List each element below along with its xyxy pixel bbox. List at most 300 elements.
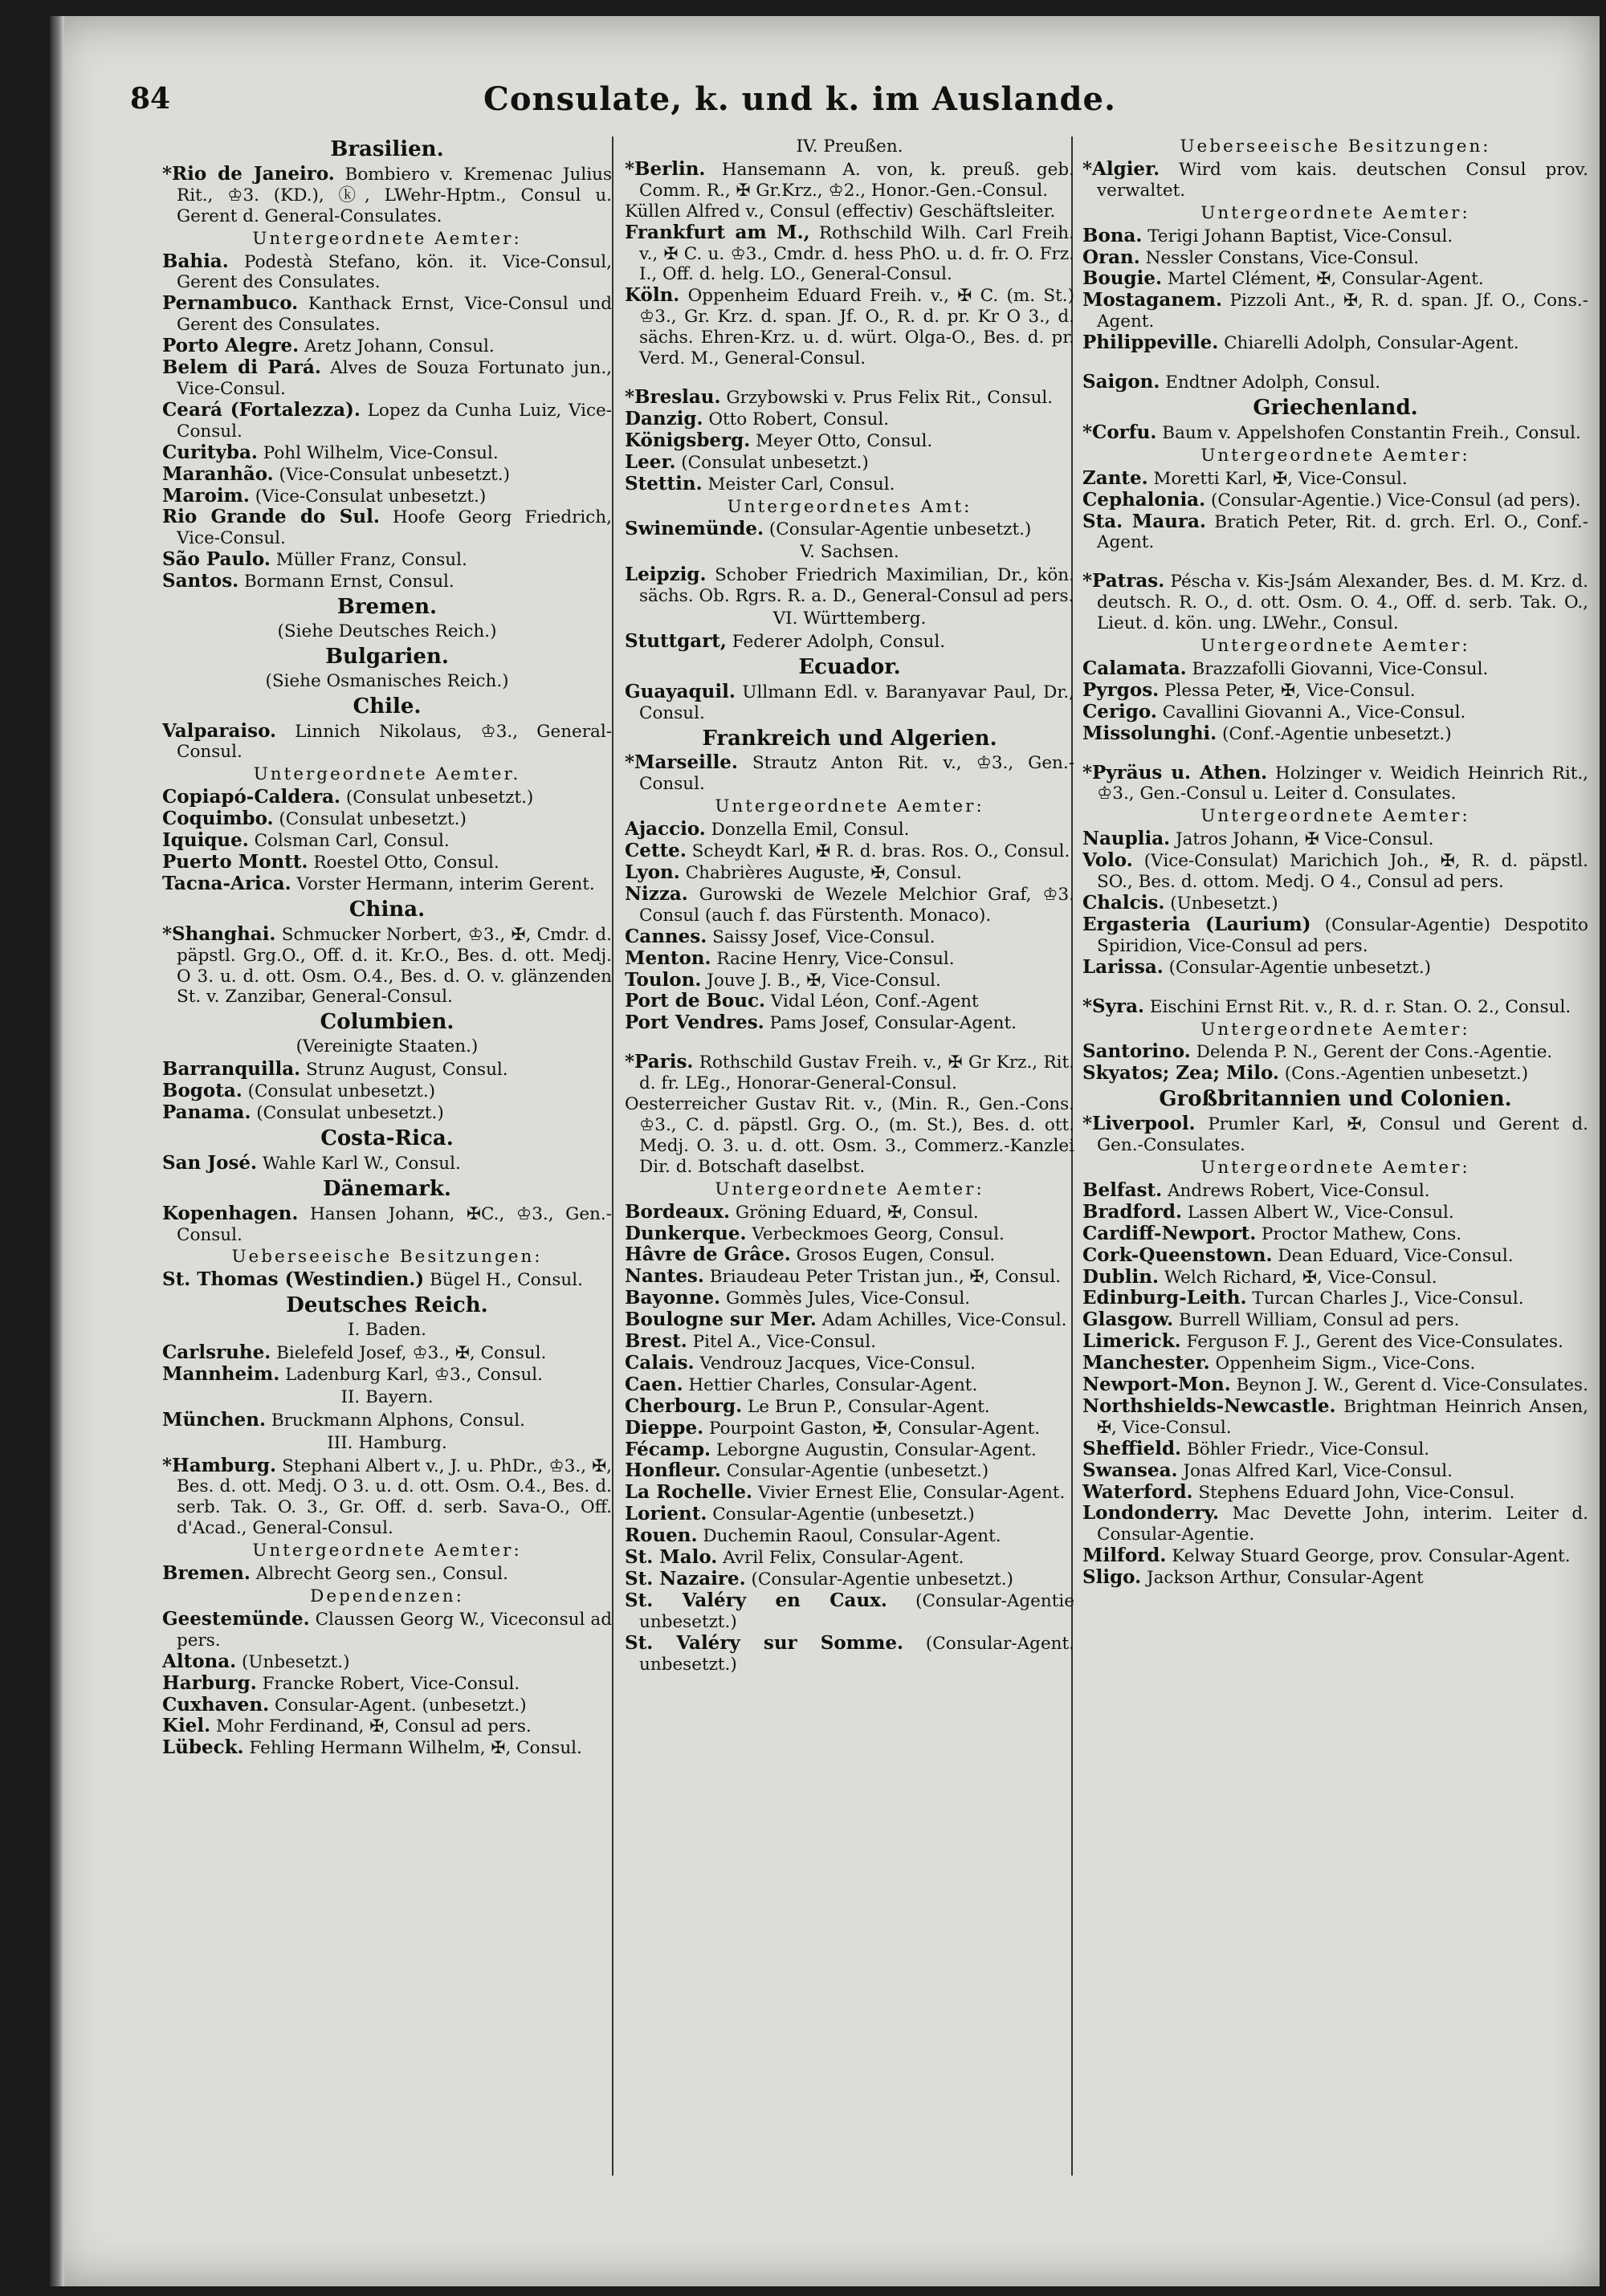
consulate-entry (625, 1309, 1074, 1331)
subsection-label: Untergeordnete Aemter: (1200, 636, 1470, 657)
consulate-entry (625, 1202, 1074, 1223)
entry-text: Ullmann Edl. v. Baranyavar Paul, Dr., Consul. (639, 682, 1074, 723)
document-page (50, 16, 1600, 2286)
entry-text: Mac Devette John, interim. Leiter d. Consular-Agentie. (1097, 1504, 1588, 1545)
subsection-label: Untergeordnete Aemter: (1200, 1157, 1470, 1178)
entry-text: Leborgne Augustin, Consular-Agent. (715, 1439, 1037, 1460)
place-name: Ceará (Fortalezza). (162, 398, 361, 421)
entry-text: Bruckmann Alphons, Consul. (271, 1410, 525, 1431)
entry-text: Pitel A., Vice-Consul. (692, 1332, 876, 1353)
place-name: München. (162, 1408, 266, 1431)
country-heading: Costa-Rica. (320, 1126, 454, 1150)
place-name: Calais. (625, 1351, 695, 1374)
place-name: *Syra. (1082, 995, 1145, 1017)
entry-text: Hettier Charles, Consular-Agent. (688, 1374, 978, 1395)
section-note: I. Baden. (348, 1320, 426, 1341)
place-name: Puerto Montt. (162, 851, 308, 873)
place-name: Coquimbo. (162, 808, 274, 830)
entry-text: (Consulat unbesetzt.) (345, 788, 534, 808)
entry-text: Proctor Mathew, Cons. (1262, 1223, 1462, 1244)
place-name: Londonderry. (1082, 1502, 1220, 1525)
consulate-entry (1082, 1113, 1588, 1156)
consulate-entry (625, 159, 1074, 202)
place-name: *Paris. (625, 1051, 694, 1073)
entry-text: (Cons.-Agentien unbesetzt.) (1284, 1064, 1529, 1085)
consulate-entry (1082, 1482, 1588, 1504)
subsection-label: Untergeordnete Aemter: (1200, 1019, 1470, 1040)
place-name: Santorino. (1082, 1040, 1191, 1063)
entry-text: Scheydt Karl, ✠ R. d. bras. Ros. O., Consul. (691, 841, 1070, 862)
country-heading: Frankreich und Algerien. (702, 726, 997, 751)
place-name: Zante. (1082, 466, 1148, 489)
consulate-entry (1082, 468, 1588, 490)
place-name: Panama. (162, 1101, 251, 1123)
entry-text: Chabrières Auguste, ✠, Consul. (685, 863, 962, 883)
entry-text: Lassen Albert W., Vice-Consul. (1187, 1202, 1454, 1223)
consulate-entry (162, 1737, 612, 1759)
consulate-entry (1082, 226, 1588, 247)
consulate-entry (625, 452, 1074, 474)
consulate-entry (162, 1651, 612, 1673)
consulate-entry (625, 409, 1074, 430)
entry-text: Dean Eduard, Vice-Consul. (1278, 1245, 1514, 1266)
place-name: *Berlin. (625, 157, 706, 180)
consulate-entry (1082, 828, 1588, 850)
entry-text: Bratich Peter, Rit. d. grch. Erl. O., Conf.-Agent. (1097, 511, 1588, 553)
subsection-label: Ueberseeische Besitzungen: (1180, 136, 1491, 157)
entry-text: Pohl Wilhelm, Vice-Consul. (263, 442, 499, 463)
place-name: St. Valéry sur Somme. (625, 1631, 903, 1654)
place-name: Oran. (1082, 246, 1140, 268)
place-name: St. Malo. (625, 1546, 718, 1569)
section-note: III. Hamburg. (327, 1432, 447, 1453)
consulate-entry (162, 251, 612, 294)
entry-text: Jouve J. B., ✠, Vice-Consul. (707, 970, 941, 991)
entry-text: Küllen Alfred v., Consul (effectiv) Geschäftsleiter. (625, 201, 1056, 222)
entry-text: (Conf.-Agentie unbesetzt.) (1222, 723, 1452, 744)
entry-text: Hoofe Georg Friedrich, Vice-Consul. (177, 507, 612, 549)
place-name: San José. (162, 1151, 258, 1174)
subsection-label: Untergeordnetes Amt: (727, 496, 972, 517)
entry-text: Racine Henry, Vice-Consul. (716, 948, 955, 969)
spacer (625, 369, 1074, 387)
entry-text: (Vice-Consulat) Marichich Joh., ✠, R. d. päpstl. SO., Bes. d. ottom. Medj. O 4., Consul ad pers. (1097, 851, 1588, 893)
consulate-entry (625, 1525, 1074, 1547)
consulate-entry (162, 400, 612, 442)
place-name: Danzig. (625, 407, 703, 429)
consulate-entry (625, 1353, 1074, 1374)
place-name: Newport-Mon. (1082, 1374, 1231, 1396)
consulate-entry (162, 442, 612, 464)
place-name: Dublin. (1082, 1265, 1159, 1288)
consulate-entry (1082, 1202, 1588, 1223)
entry-text: Adam Achilles, Vice-Consul. (821, 1310, 1067, 1331)
subsection-label: Untergeordnete Aemter: (715, 796, 984, 817)
entry-text: Duchemin Raoul, Consular-Agent. (703, 1526, 1001, 1547)
place-name: Kiel. (162, 1715, 211, 1737)
subsection-label: Untergeordnete Aemter: (1200, 202, 1470, 223)
column-middle (625, 135, 1074, 2270)
consulate-entry (625, 430, 1074, 452)
consulate-entry (1082, 957, 1588, 979)
place-name: Dunkerque. (625, 1222, 747, 1244)
consulate-entry (625, 285, 1074, 369)
place-name: Iquique. (162, 829, 249, 852)
place-name: Brest. (625, 1330, 687, 1353)
entry-text: (Consular-Agentie) Despotito Spiridion, Vice-Consul ad pers. (1097, 914, 1588, 956)
consulate-entry (625, 991, 1074, 1012)
consulate-entry (1082, 850, 1588, 893)
place-name: São Paulo. (162, 548, 271, 571)
place-name: Bogota. (162, 1080, 243, 1102)
consulate-entry (625, 202, 1074, 222)
book-gutter (50, 16, 64, 2286)
consulate-entry (625, 1482, 1074, 1504)
consulate-entry (1082, 1288, 1588, 1309)
consulate-entry (1082, 372, 1588, 393)
entry-text: Vendrouz Jacques, Vice-Consul. (699, 1353, 976, 1374)
consulate-entry (162, 1059, 612, 1081)
consulate-entry (625, 1244, 1074, 1266)
place-name: Mostaganem. (1082, 289, 1222, 311)
entry-text: Ladenburg Karl, ♔3., Consul. (285, 1364, 543, 1385)
consulate-entry (162, 549, 612, 571)
place-name: St. Thomas (Westindien.) (162, 1268, 425, 1291)
place-name: Leipzig. (625, 564, 707, 586)
place-name: Swinemünde. (625, 518, 764, 540)
consulate-entry (1082, 763, 1588, 805)
country-heading: Bulgarien. (325, 644, 449, 669)
place-name: St. Valéry en Caux. (625, 1589, 887, 1611)
entry-text: Strunz August, Consul. (305, 1060, 508, 1081)
entry-text: (Unbesetzt.) (242, 1651, 350, 1672)
entry-text: Stephani Albert v., J. u. PhDr., ♔3., ✠, Bes. d. ott. Medj. O 3. u. d. ott. Osm. O.4., Bes. d. serb. Tak. O. 3., Gr. Off. d. serb. Sava-O., Off. d'Acad., General-Consul. (177, 1455, 612, 1539)
entry-text: Pams Josef, Consular-Agent. (769, 1013, 1017, 1034)
entry-text: (Consular-Agentie unbesetzt.) (1168, 957, 1432, 978)
place-name: *Algier. (1082, 157, 1160, 180)
entry-text: Böhler Friedr., Vice-Consul. (1186, 1439, 1430, 1459)
consulate-entry (162, 830, 612, 852)
consulate-entry (162, 1342, 612, 1364)
place-name: Stettin. (625, 472, 703, 495)
entry-text: Grosos Eugen, Consul. (796, 1245, 996, 1266)
consulate-entry (162, 1269, 612, 1291)
entry-text: Gommès Jules, Vice-Consul. (725, 1288, 971, 1309)
consulate-entry (162, 486, 612, 507)
place-name: *Liverpool. (1082, 1113, 1196, 1135)
entry-text: Verbeckmoes Georg, Consul. (752, 1223, 1005, 1244)
place-name: Königsberg. (625, 429, 751, 451)
consulate-entry (1082, 490, 1588, 511)
consulate-entry (162, 808, 612, 830)
entry-text: Wird vom kais. deutschen Consul prov. verwaltet. (1097, 159, 1588, 201)
entry-text: Bielefeld Josef, ♔3., ✠, Consul. (276, 1343, 547, 1364)
consulate-entry (625, 948, 1074, 970)
entry-text: (Consulat unbesetzt.) (279, 809, 467, 830)
consulate-entry (162, 924, 612, 1008)
place-name: Bordeaux. (625, 1200, 730, 1223)
consulate-entry (162, 1716, 612, 1737)
place-name: *Shanghai. (162, 922, 276, 945)
place-name: Bahia. (162, 250, 229, 272)
consulate-entry (162, 1455, 612, 1540)
column-right (1082, 135, 1588, 2270)
entry-text: Meyer Otto, Consul. (756, 430, 933, 451)
entry-text: Turcan Charles J., Vice-Consul. (1252, 1288, 1524, 1309)
consulate-entry (625, 387, 1074, 409)
consulate-entry (162, 357, 612, 400)
place-name: Nauplia. (1082, 828, 1171, 850)
place-name: Leer. (625, 450, 676, 473)
entry-text: Mohr Ferdinand, ✠, Consul ad pers. (215, 1716, 532, 1737)
entry-text: Ferguson F. J., Gerent des Vice-Consulates. (1186, 1332, 1563, 1353)
entry-text: Rothschild Wilh. Carl Freih. v., ✠ C. u. ♔3., Cmdr. d. hess PhO. u. d. fr. O. Frz. I., Off. d. helg. LO., General-Consul. (639, 222, 1074, 285)
entry-text: Bügel H., Consul. (430, 1270, 583, 1291)
entry-text: Vorster Hermann, interim Gerent. (296, 873, 595, 894)
place-name: *Corfu. (1082, 421, 1157, 443)
entry-text: Kanthack Ernst, Vice-Consul und Gerent des Consulates. (177, 294, 612, 336)
entry-text: Federer Adolph, Consul. (732, 631, 946, 652)
place-name: Stuttgart, (625, 629, 727, 652)
section-note: (Siehe Deutsches Reich.) (277, 621, 497, 641)
place-name: Lübeck. (162, 1736, 244, 1759)
entry-text: Consular-Agent. (unbesetzt.) (274, 1695, 527, 1716)
place-name: Sta. Maura. (1082, 510, 1206, 532)
place-name: Larissa. (1082, 955, 1164, 978)
consulate-entry (625, 926, 1074, 948)
entry-text: Meister Carl, Consul. (707, 474, 895, 495)
entry-text: Saissy Josef, Vice-Consul. (712, 926, 935, 947)
entry-text: (Consular-Agent. unbesetzt.) (639, 1633, 1074, 1675)
entry-text: (Unbesetzt.) (1170, 894, 1278, 914)
entry-text: (Vice-Consulat unbesetzt.) (279, 464, 511, 485)
column-divider (612, 136, 613, 2176)
entry-text: Chiarelli Adolph, Consular-Agent. (1224, 333, 1519, 354)
place-name: Hâvre de Grâce. (625, 1244, 791, 1266)
entry-text: Wahle Karl W., Consul. (262, 1153, 461, 1174)
place-name: Nizza. (625, 882, 688, 905)
country-heading: Deutsches Reich. (286, 1293, 488, 1318)
consulate-entry (625, 1547, 1074, 1569)
consulate-entry (1082, 914, 1588, 957)
place-name: Pyrgos. (1082, 678, 1160, 701)
consulate-entry (162, 1563, 612, 1585)
subsection-label: Untergeordnete Aemter: (715, 1179, 984, 1199)
entry-text: Endtner Adolph, Consul. (1165, 372, 1381, 393)
entry-text: Welch Richard, ✠, Vice-Consul. (1164, 1267, 1437, 1288)
place-name: Tacna-Arica. (162, 872, 291, 894)
country-heading: Griechenland. (1253, 395, 1418, 420)
section-note: (Siehe Osmanisches Reich.) (265, 670, 509, 691)
entry-text: (Consular-Agentie unbesetzt.) (751, 1569, 1013, 1590)
entry-text: Plessa Peter, ✠, Vice-Consul. (1164, 680, 1416, 701)
place-name: *Breslau. (625, 385, 721, 408)
country-heading: China. (349, 897, 426, 922)
place-name: Maroim. (162, 484, 250, 507)
entry-text: Hansemann A. von, k. preuß. geb. Comm. R., ✠ Gr.Krz., ♔2., Honor.-Gen.-Consul. (639, 159, 1074, 201)
spacer (625, 1034, 1074, 1052)
place-name: Honfleur. (625, 1459, 721, 1482)
country-heading: Brasilien. (330, 137, 444, 161)
entry-text: Albrecht Georg sen., Consul. (255, 1564, 508, 1585)
entry-text: Alves de Souza Fortunato jun., Vice-Consul. (177, 358, 612, 399)
entry-text: (Consular-Agentie.) Vice-Consul (ad pers). (1210, 490, 1581, 511)
place-name: Guayaquil. (625, 680, 736, 702)
place-name: Curityba. (162, 441, 258, 463)
consulate-entry (625, 1288, 1074, 1309)
entry-text: Fehling Hermann Wilhelm, ✠, Consul. (249, 1738, 582, 1759)
place-name: Dieppe. (625, 1416, 704, 1439)
spacer (1082, 979, 1588, 996)
place-name: Altona. (162, 1650, 237, 1672)
place-name: Waterford. (1082, 1480, 1193, 1503)
entry-text: Colsman Carl, Consul. (254, 831, 450, 852)
entry-text: Jatros Johann, ✠ Vice-Consul. (1175, 829, 1434, 850)
consulate-entry (1082, 290, 1588, 332)
consulate-entry (625, 564, 1074, 607)
consulate-entry (625, 841, 1074, 862)
consulate-entry (1082, 332, 1588, 354)
entry-text: (Consulat unbesetzt.) (256, 1102, 444, 1123)
place-name: Port Vendres. (625, 1012, 764, 1034)
place-name: Missolunghi. (1082, 722, 1217, 744)
place-name: Cork-Queenstown. (1082, 1244, 1273, 1266)
place-name: Menton. (625, 946, 711, 969)
page-number: 84 (130, 82, 171, 116)
place-name: Volo. (1082, 849, 1133, 872)
running-title: Consulate, k. und k. im Auslande. (483, 80, 1116, 118)
place-name: Pernambuco. (162, 292, 299, 315)
entry-text: Vivier Ernest Elie, Consular-Agent. (757, 1483, 1066, 1504)
consulate-entry (1082, 268, 1588, 290)
consulate-entry (1082, 1309, 1588, 1331)
place-name: Bremen. (162, 1562, 251, 1585)
place-name: Cardiff-Newport. (1082, 1222, 1257, 1244)
consulate-entry (162, 164, 612, 227)
consulate-entry (162, 1609, 612, 1651)
place-name: Cherbourg. (625, 1394, 743, 1417)
place-name: Fécamp. (625, 1438, 711, 1460)
entry-text: Donzella Emil, Consul. (711, 820, 910, 841)
consulate-entry (625, 1374, 1074, 1396)
consulate-entry (162, 1081, 612, 1102)
subsection-label: Untergeordnete Aemter. (253, 764, 521, 785)
place-name: Skyatos; Zea; Milo. (1082, 1062, 1279, 1085)
entry-text: Kelway Stuard George, prov. Consular-Agent. (1172, 1546, 1571, 1567)
consulate-entry (1082, 723, 1588, 745)
consulate-entry (625, 1504, 1074, 1525)
entry-text: Beynon J. W., Gerent d. Vice-Consulates. (1236, 1375, 1588, 1396)
place-name: Frankfurt am M., (625, 221, 810, 243)
place-name: Caen. (625, 1373, 683, 1395)
consulate-entry (1082, 702, 1588, 723)
place-name: Köln. (625, 284, 680, 307)
country-heading: Columbien. (320, 1010, 454, 1035)
consulate-entry (1082, 680, 1588, 702)
country-heading: Bremen. (336, 595, 438, 620)
consulate-entry (162, 1410, 612, 1431)
consulate-entry (625, 1460, 1074, 1482)
consulate-entry (162, 1364, 612, 1386)
entry-text: Jonas Alfred Karl, Vice-Consul. (1183, 1460, 1453, 1481)
consulate-entry (1082, 1353, 1588, 1374)
place-name: Limerick. (1082, 1330, 1181, 1353)
subsection-label: Untergeordnete Aemter: (252, 1541, 522, 1561)
consulate-entry (625, 1223, 1074, 1245)
place-name: Kopenhagen. (162, 1202, 299, 1224)
place-name: La Rochelle. (625, 1481, 753, 1504)
place-name: Santos. (162, 570, 239, 592)
entry-text: Podestà Stefano, kön. it. Vice-Consul, Gerent des Consulates. (177, 251, 612, 293)
place-name: Boulogne sur Mer. (625, 1309, 817, 1331)
entry-text: Pourpoint Gaston, ✠, Consular-Agent. (708, 1418, 1041, 1439)
consulate-entry (625, 884, 1074, 926)
place-name: Belfast. (1082, 1179, 1163, 1201)
place-name: *Rio de Janeiro. (162, 162, 335, 185)
place-name: Lyon. (625, 861, 680, 883)
consulate-entry (162, 1203, 612, 1246)
place-name: Edinburg-Leith. (1082, 1287, 1247, 1309)
place-name: Barranquilla. (162, 1058, 301, 1081)
place-name: Bradford. (1082, 1200, 1182, 1223)
consulate-entry (162, 1673, 612, 1695)
entry-text: Francke Robert, Vice-Consul. (262, 1673, 520, 1694)
consulate-entry (1082, 996, 1588, 1018)
consulate-entry (625, 1418, 1074, 1439)
place-name: Bougie. (1082, 267, 1162, 290)
entry-text: Gröning Eduard, ✠, Consul. (735, 1202, 979, 1223)
place-name: Port de Bouc. (625, 990, 766, 1012)
consulate-entry (1082, 1503, 1588, 1545)
entry-text: (Consular-Agentie unbesetzt.) (768, 519, 1032, 540)
place-name: Harburg. (162, 1671, 257, 1694)
consulate-entry (162, 507, 612, 549)
entry-text: (Consulat unbesetzt.) (681, 452, 869, 473)
spacer (1082, 553, 1588, 571)
place-name: Rouen. (625, 1525, 698, 1547)
consulate-entry (1082, 1245, 1588, 1267)
entry-text: (Vice-Consulat unbesetzt.) (255, 486, 487, 507)
place-name: Geestemünde. (162, 1607, 310, 1630)
entry-text: Avril Felix, Consular-Agent. (723, 1548, 964, 1569)
consulate-entry (162, 787, 612, 808)
place-name: Glasgow. (1082, 1309, 1174, 1331)
section-note: V. Sachsen. (800, 542, 899, 563)
entry-text: Roestel Otto, Consul. (313, 853, 499, 873)
place-name: Carlsruhe. (162, 1341, 271, 1364)
consulate-entry (162, 721, 612, 763)
entry-text: Gurowski de Wezele Melchior Graf, ♔3. Consul (auch f. das Fürstenth. Monaco). (639, 884, 1074, 926)
entry-text: Baum v. Appelshofen Constantin Freih., Consul. (1162, 422, 1581, 443)
column-left (162, 135, 612, 2270)
entry-text: Burrell William, Consul ad pers. (1179, 1310, 1460, 1331)
consulate-entry (1082, 511, 1588, 554)
consulate-entry (162, 293, 612, 336)
entry-text: Vidal Léon, Conf.-Agent (770, 991, 979, 1012)
consulate-entry (1082, 1439, 1588, 1460)
entry-text: Hansen Johann, ✠C., ♔3., Gen.-Consul. (177, 1203, 612, 1245)
entry-text: Rothschild Gustav Freih. v., ✠ Gr Krz., Rit. d. fr. LEg., Honorar-General-Consul. (639, 1052, 1074, 1094)
consulate-entry (625, 1266, 1074, 1288)
entry-text: Holzinger v. Weidich Heinrich Rit., ♔3., Gen.-Consul u. Leiter d. Consulates. (1097, 763, 1588, 804)
consulate-entry (1082, 1545, 1588, 1567)
place-name: Cephalonia. (1082, 488, 1206, 511)
consulate-entry (625, 1396, 1074, 1418)
place-name: Cuxhaven. (162, 1693, 270, 1716)
consulate-entry (625, 631, 1074, 653)
consulate-entry (1082, 571, 1588, 634)
entry-text: (Consulat unbesetzt.) (247, 1081, 436, 1102)
